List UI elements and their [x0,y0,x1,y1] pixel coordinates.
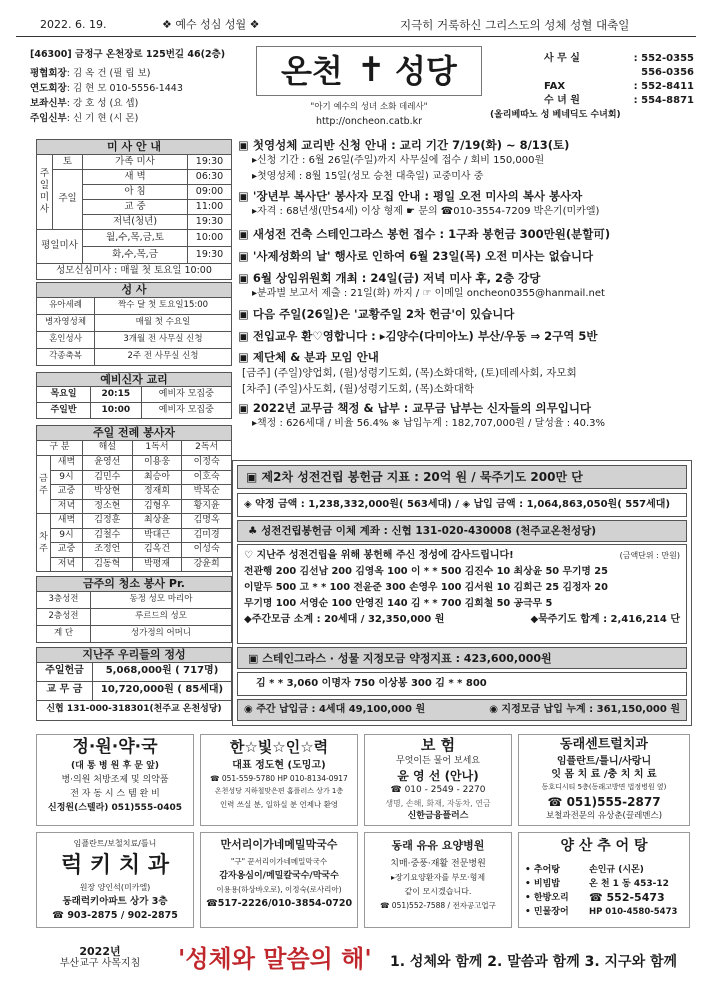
diocese-logo [50,946,150,970]
server-cell: 윤영선 [83,456,133,471]
ad-dental-central [518,734,690,826]
ad-line: 신한금융플러스 [407,811,469,821]
contact-row [484,66,694,80]
class-status: 예비자 모집중 [141,387,231,403]
notice-detail: ▸자격 : 68년생(만54세) 이상 형제 ☛ 문의 ☎010-3554-7209 박은기(미카엘) [252,206,600,217]
staff-list [30,66,183,126]
server-cell: 김명옥 [182,514,232,529]
server-cell: 김옥건 [132,543,182,558]
mass-day: 주일 [53,169,83,229]
notice-detail: ▸첫영성체 : 8월 15일(성모 승천 대축일) 교중미사 중 [252,171,484,182]
rosary-total: ◆묵주기도 합계 : 2,416,214 단 [530,614,680,625]
donor-line: 이말두 500 고 * * 100 전윤준 300 손영우 100 김서원 10 김희근 25 김정자 20 [244,582,608,593]
staff-role: 평협회장 [30,68,67,79]
donor-line: 전관행 200 김선남 200 김영옥 100 이 * * 500 김진수 10 최상윤 50 무기명 25 [244,566,608,577]
staff-row [30,96,183,111]
server-cell: 박상현 [83,485,133,500]
class-time: 20:15 [91,387,142,403]
notice-detail: ▸책정 : 626세대 / 비율 56.4% ※ 납입누계 : 182,707,000원 / 달성율 : 40.3% [252,418,606,429]
class-status: 예비자 모집중 [141,403,231,419]
server-cell: 저녁 [51,499,83,514]
weekday-mass-label: 평일미사 [37,229,83,263]
fund-pledge: ◈ 약정 금액 : 1,238,332,000원( 563세대) / ◈ 납입 금액 : 1,064,863,050원( 557세대) [237,493,687,517]
patron-motto: "아기 예수의 성녀 소화 데레사" [310,102,428,112]
contact-value: : 552-0355 [633,53,694,64]
ad-insurance [364,734,512,826]
server-cell: 이성숙 [182,543,232,558]
server-cell: 정소현 [83,499,133,514]
cleaning-area: 3층성전 [37,591,91,608]
server-cell: 박대근 [132,528,182,543]
parish-info [22,44,698,132]
mass-name: 아 침 [83,184,188,199]
class-time: 10:00 [91,403,142,419]
notice-detail: [차주] (주일)사도회, (월)성령기도회, (목)소화대학 [242,383,475,395]
ad-line: 동래럭키아파트 상가 3층 [62,896,168,907]
mass-table [36,139,232,280]
header-rule [16,36,696,37]
mass-time: 06:30 [188,169,232,184]
ad-title: 동래센트럴치과 [560,737,648,752]
sacrament-kind: 유아세례 [37,297,95,314]
mass-time: 10:00 [188,229,232,246]
liturgical-month: ❖ 예수 성심 성월 ❖ [162,18,260,31]
ad-title: 보 험 [420,736,456,754]
ad-line: "구" 꾼서리이가네메밀막국수 [230,857,328,866]
ad-line: 원장 양인석(미카엘) [79,883,151,892]
sacrament-info: 매월 첫 수요일 [95,314,232,331]
staff-role: 보좌신부 [30,98,67,109]
server-cell: 박복순 [182,485,232,500]
ad-line: 대표 정도현 (도밍고) [232,760,326,771]
sacrament-info: 2주 전 사무실 신청 [95,348,232,365]
issue-date: 2022. 6. 19. [40,18,107,31]
menu-item: • 비빔밥 [525,879,560,889]
server-cell: 이용웅 [132,456,182,471]
notice-title: ▣ 2022년 교무금 책정 & 납부 : 교무금 납부는 신자들의 의무입니다 [238,401,592,415]
ad-line: ☎ 051)555-2877 [547,795,661,809]
notice-detail: ▸분과별 보고서 제출 : 21일(화) 까지 / ☞ 이메일 oncheon0355@hanmail.net [252,288,605,299]
server-cell: 김동혁 [83,557,133,572]
footer-items: 1. 성체와 함께 2. 말씀과 함께 3. 지구와 함께 [390,954,678,970]
ad-line: 전 자 동 시 스 템 완 비 [70,789,160,799]
ad-lucky-dental [36,832,194,928]
thanks-box [237,544,687,644]
parish-name-left: 온천 [281,52,343,90]
ad-line: 생명, 손해, 화재, 자동차, 연금 [385,799,491,808]
ad-title: 양 산 추 어 탕 [560,838,648,854]
cross-icon: ✝ [357,50,386,90]
sacrament-kind: 각종축복 [37,348,95,365]
server-cell: 박평재 [132,557,182,572]
address: [46300] 금정구 온천장로 125번길 46(2층) [30,49,226,60]
server-cell: 9시 [51,470,83,485]
mass-time: 11:00 [188,199,232,214]
server-cell: 조정언 [83,543,133,558]
sunday-mass-label: 주일미사 [37,154,53,229]
server-cell: 김형우 [132,499,182,514]
ad-line: 무엇이든 물어 보세요 [396,756,480,766]
cleaning-group: 성가정의 어머니 [91,625,232,642]
ad-loach-soup [518,832,690,928]
staff-row [30,66,183,81]
server-cell: 강윤희 [182,557,232,572]
contact-value: : 552-8411 [633,81,694,92]
server-cell: 이호숙 [182,470,232,485]
parish-url[interactable]: http://oncheon.catb.kr [315,116,423,127]
solemnity-title: 지극히 거룩하신 그리스도의 성체 성혈 대축일 [400,18,630,32]
notices [238,137,690,432]
server-cell: 김미경 [182,528,232,543]
server-cell: 김민수 [83,470,133,485]
staff-role: 주임신부 [30,113,67,124]
thanks-header [244,548,680,564]
mass-name: 가족 미사 [83,154,188,169]
fund-account: ♣ 성전건립봉헌금 이체 계좌 : 신협 131-020-430008 (천주교온천성당) [237,520,687,542]
class-day: 주일반 [37,403,91,419]
notice-title: ▣ '장년부 복사단' 봉사자 모집 안내 : 평일 오전 미사의 복사 봉사자 [238,189,583,203]
ad-line: 병·의원 처방조제 및 의약품 [61,775,169,785]
contact-list [484,52,694,122]
ad-title: 동래 유유 요양병원 [391,839,485,852]
designated-total: ◉ 지정모금 납입 누계 : 361,150,000 원 [489,704,680,715]
ad-line: ☎ 010 - 2549 - 2270 [390,785,486,795]
staff-name: : 김 현 모 010-5556-1443 [66,83,183,94]
server-cell: 새벽 [51,514,83,529]
ad-line: 보철과전문의 유상춘(끌레멘스) [545,811,663,821]
server-cell: 교중 [51,543,83,558]
donor-line: 무기명 100 서영순 100 안영진 140 김 * * 700 김희철 50 공극무 5 [244,598,553,609]
servers-head: 해설 [83,441,133,456]
ad-line: ☎ 903-2875 / 902-2875 [52,910,178,921]
ad-noodle [200,832,358,928]
contact-label: 수 녀 원 [544,95,580,106]
footer [30,940,690,990]
ad-line: 온 천 1 동 453-12 [589,879,669,889]
offering-account: 신협 131-000-318301(천주교 온천성당) [37,700,232,720]
staff-name: : 신 기 현 (시 몬) [66,113,139,124]
left-column [36,139,232,721]
staff-row [30,111,183,126]
owner-info [589,863,677,919]
server-cell: 김철수 [83,528,133,543]
mass-time: 09:00 [188,184,232,199]
fund-summary [237,699,687,721]
cleaning-group: 루르드의 성모 [91,608,232,625]
offering-kind: 주일헌금 [37,662,93,681]
ad-line: 임플란트/틀니/사랑니 [556,756,652,767]
footer-slogan: '성체와 말씀의 해' [178,944,372,973]
mass-time: 19:30 [188,154,232,169]
sacrament-info: 짝수 달 첫 토요일15:00 [95,297,232,314]
ad-line: 손인규 (시몬) [589,865,644,875]
servers-title: 주일 전례 봉사자 [37,426,232,441]
ad-line: ☎ 552-5473 [589,891,665,904]
parish-logo [256,46,482,96]
offering-title: 지난주 우리들의 정성 [37,647,232,662]
cleaning-area: 계 단 [37,625,91,642]
footer-diocese: 부산교구 사목지침 [59,958,141,969]
week-label: 금주 [37,456,51,514]
stained-title: ▣ 스테인그라스 · 성물 지정모금 약정지표 : 423,600,000원 [237,647,687,669]
server-cell: 교중 [51,485,83,500]
server-cell: 정재희 [132,485,182,500]
mass-name: 교 중 [83,199,188,214]
building-fund-box [232,460,692,726]
mass-time: 19:30 [188,246,232,263]
sacrament-table [36,282,232,366]
menu-item: • 민물장어 [525,907,569,917]
ad-line: 온천성당 지하철맞은편 홈플러스 상가 1층 [214,787,344,795]
server-cell: 이정숙 [182,456,232,471]
ad-title: 만서리이가네메밀막국수 [220,838,338,851]
ad-line: (대 통 병 원 후 문 앞) [71,761,159,771]
contact-value: : 554-8871 [633,95,694,106]
ad-line: 윤 영 선 (안나) [397,769,479,783]
staff-name: : 김 옥 건 (필 립 보) [66,68,151,79]
server-cell: 새벽 [51,456,83,471]
weekly-payment: ◉ 주간 납입금 : 4세대 49,100,000 원 [244,704,426,715]
thanks-text: ♡ 지난주 성전건립을 위해 봉헌해 주신 정성에 감사드립니다! [244,550,514,561]
menu-list [525,863,569,919]
mass-day: 토 [53,154,83,169]
mass-title: 미 사 안 내 [37,140,232,155]
contact-label: FAX [544,81,566,92]
cleaning-title: 금주의 청소 봉사 Pr. [37,577,232,592]
server-cell: 황지윤 [182,499,232,514]
ad-line: ▸장기요양환자를 부모·형제 [390,873,486,882]
cleaning-table [36,576,232,643]
ad-line: 잇 몸 치 료 /충 치 치 료 [551,769,657,780]
menu-item: • 추어탕 [525,865,560,875]
offering-table [36,647,232,721]
ad-title: 한☆빛☆인☆력 [229,738,329,756]
notice-title: ▣ 제단체 & 분과 모임 안내 [238,350,379,364]
ad-line: HP 010-4580-5473 [589,907,678,917]
contact-label: 사 무 실 [544,53,580,64]
server-cell: 김정훈 [83,514,133,529]
ad-line: 감자옹심이/메밀칼국수/막국수 [219,871,339,881]
week-label: 차주 [37,514,51,572]
mass-name: 월,수,목,금,토 [83,229,188,246]
ad-line: ☎ 051-559-5780 HP 010-8134-0917 [210,774,348,783]
class-day: 목요일 [37,387,91,403]
notice-title: ▣ '사제성화의 날' 행사로 인하여 6월 23일(목) 오전 미사는 없습니다 [238,249,594,263]
servers-head: 2독서 [182,441,232,456]
ad-line: 동호디시티 5층(동래고방면 법정병원 옆) [541,783,667,791]
notice-detail: ▸신청 기간 : 6월 26일(주일)까지 사무실에 접수 / 회비 150,000원 [252,155,545,166]
fund-title: ▣ 제2차 성전건립 봉헌금 지표 : 20억 원 / 묵주기도 200만 단 [237,465,687,489]
server-cell: 최상윤 [132,514,182,529]
servers-table [36,425,232,572]
offering-amount: 10,720,000원 ( 85세대) [93,681,232,700]
catechumen-title: 예비신자 교리 [37,372,232,387]
unit-note: (금액단위 : 만원) [619,551,680,560]
ad-title: 럭 키 치 과 [61,853,169,878]
catechumen-table [36,372,232,420]
server-cell: 최승아 [132,470,182,485]
fund-weekly [244,612,680,628]
servers-head: 구 분 [37,441,83,456]
sacrament-kind: 병자영성체 [37,314,95,331]
contact-row [484,52,694,66]
stained-donors: 김 * * 3,060 이명자 750 이상봉 300 김 * * 800 [237,672,687,696]
mass-name: 저녁(청년) [83,214,188,229]
devotion-mass: 성모신심미사 : 매월 첫 토요일 10:00 [37,263,232,279]
ad-line: ☎ 051)552-7588 / 전자공고업구 [380,901,496,910]
notice-title: ▣ 6월 상임위원회 개최 : 24일(금) 저녁 미사 후, 2층 강당 [238,271,541,285]
ad-care-hospital [364,832,512,928]
contact-row [484,80,694,94]
parish-name-right: 성당 [395,52,457,90]
ad-line: 임플란트/보철치료/틀니 [73,839,157,848]
ad-pharmacy [36,734,194,826]
cleaning-group: 동정 성모 마리아 [91,591,232,608]
server-cell: 9시 [51,528,83,543]
notice-detail: [금주] (주일)양업회, (월)성령기도회, (목)소화대학, (토)데레사회, 자모회 [242,367,577,379]
weekly-subtotal: ◆주간모금 소계 : 20세대 / 32,350,000 원 [244,614,445,625]
servers-head: 1독서 [132,441,182,456]
staff-role: 연도회장 [30,83,67,94]
sacrament-title: 성 사 [37,282,232,297]
notice-title: ▣ 첫영성체 교리반 신청 안내 : 교리 기간 7/19(화) ~ 8/13(토) [238,138,570,152]
offering-amount: 5,068,000원 ( 717명) [93,662,232,681]
ad-staffing [200,734,358,826]
offering-kind: 교 무 금 [37,681,93,700]
server-cell: 저녁 [51,557,83,572]
ad-line: 같이 모시겠습니다. [404,887,472,896]
contact-row [484,94,694,108]
sacrament-kind: 혼인성사 [37,331,95,348]
ad-line: 치매·중풍·재활 전문병원 [390,859,486,869]
header-bar [14,14,696,36]
staff-name: : 강 호 성 (요 셉) [66,98,139,109]
ad-line: 신정원(스텔라) 051)555-0405 [48,803,182,813]
sacrament-info: 3개월 전 사무실 신청 [95,331,232,348]
notice-title: ▣ 새성전 건축 스테인그라스 봉헌 접수 : 1구좌 봉헌금 300만원(분할可) [238,227,611,241]
cleaning-area: 2층성전 [37,608,91,625]
contact-value: 556-0356 [641,67,694,78]
notice-title: ▣ 전입교우 환♡영합니다 : ▸김양수(다미아노) 부산/우동 ⇒ 2구역 5반 [238,329,598,343]
staff-row [30,81,183,96]
mass-time: 19:30 [188,214,232,229]
footer-year: 2022년 [79,945,121,958]
mass-name: 화,수,목,금 [83,246,188,263]
ad-line: 인력 쓰실 분, 일하실 분 언제나 환영 [219,800,339,809]
notice-title: ▣ 다음 주일(26일)은 '교황주일 2차 헌금'이 있습니다 [238,307,515,321]
mass-name: 새 벽 [83,169,188,184]
ad-line: ☎517-2226/010-3854-0720 [205,898,353,909]
ad-title: 정·원·약·국 [72,737,158,757]
menu-item: • 한방오리 [525,893,569,903]
convent-name: (올리베따노 성 베네딕도 수녀회) [490,110,621,120]
ad-line: 이용용(하상바오로), 이정숙(로사리아) [216,885,342,894]
